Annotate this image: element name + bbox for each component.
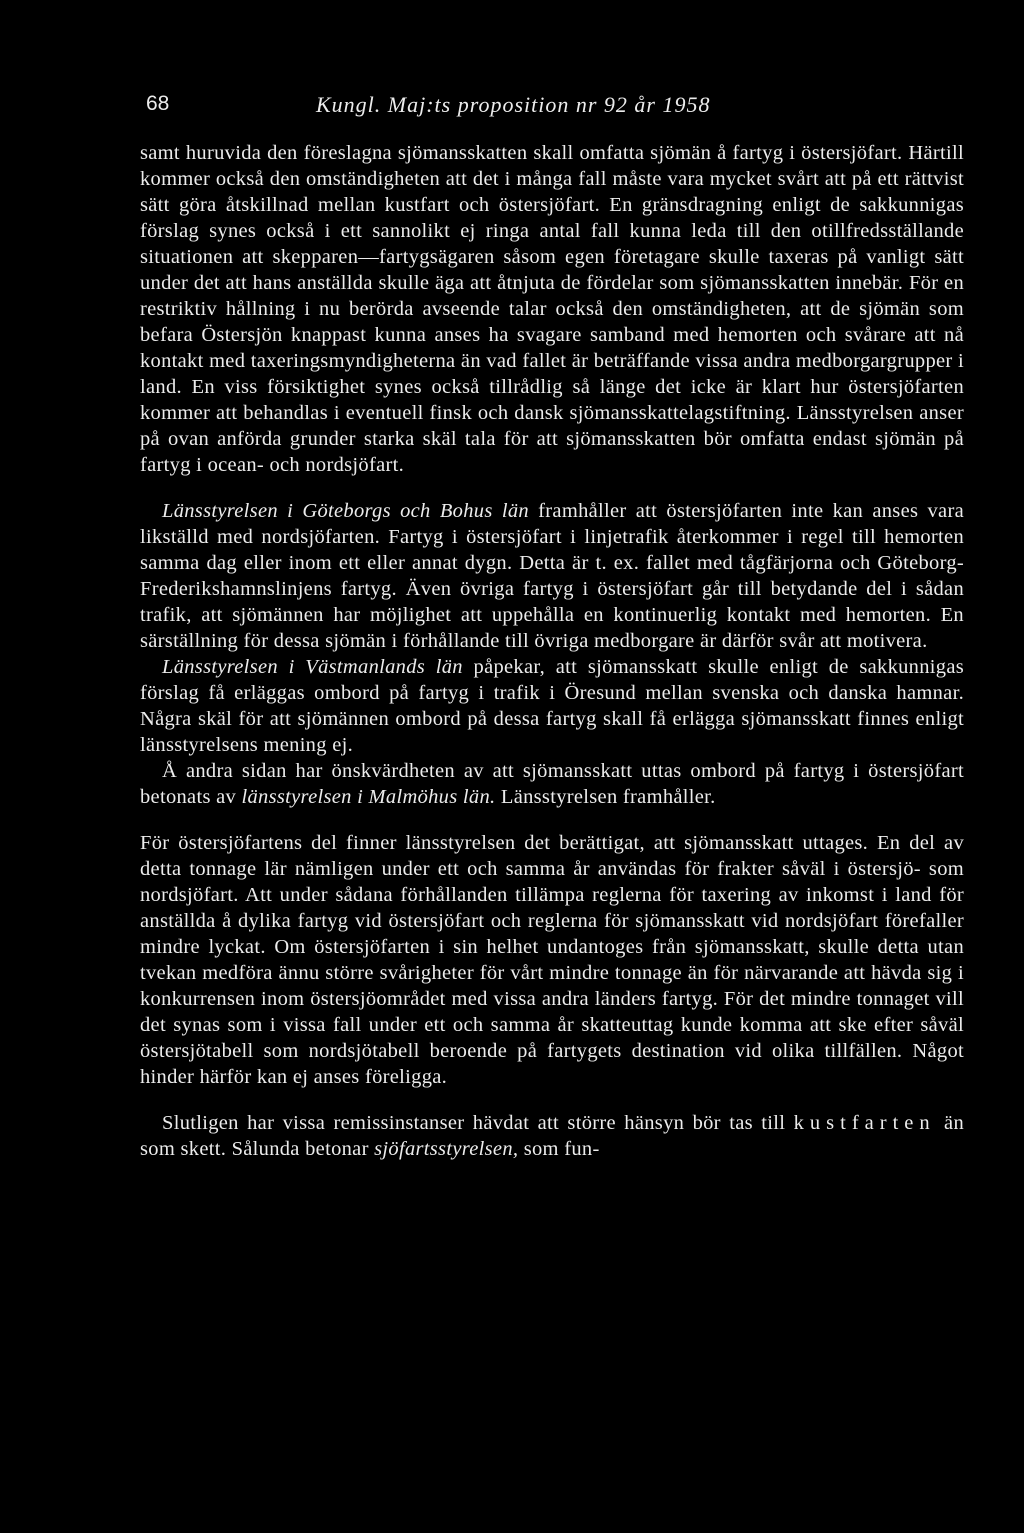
paragraph-1-text: samt huruvida den föreslagna sjömansskatten skall omfatta sjömän å fartyg i östersjöfart. Härtill kommer också den omständigheten att det i många fall måste vara mycket svårt att på ett rättvist sätt göra åtskillnad mellan kustfart och östersjöfart. En gränsdragning enligt de sakkunnigas förslag synes också i ett sannolikt ej ringa antal fall kunna leda till den otillfredsställande situationen att skepparen—fartygsägaren såsom egen företagare skulle taxeras på vanligt sätt under det att hans anställda skulle äga att åtnjuta de fördelar som sjömansskatten innebär. För en restriktiv hållning i nu berörda avseende talar också den omständigheten, att de sjömän som befara Östersjön knappast kunna anses ha svagare samband med hemorten och svårare att nå kontakt med taxeringsmyndigheterna än vad fallet är beträffande vissa andra medborgargrupper i land. En viss försiktighet synes också tillrådlig så länge det icke är klart hur östersjöfarten kommer att behandlas i eventuell finsk och dansk sjömansskattelagstiftning. Länsstyrelsen anser på ovan anförda grunder starka skäl tala för att sjömansskatten bör omfatta endast sjömän på fartyg i ocean- och nordsjöfart. xyxy=(140,142,964,476)
page-header xyxy=(146,88,962,128)
page-number: 68 xyxy=(146,92,170,115)
paragraph-2 xyxy=(140,498,964,654)
paragraph-4 xyxy=(140,758,964,810)
authority-malmohus: länsstyrelsen i Malmöhus län. xyxy=(241,786,496,808)
paragraph-6-mid: än som skett. Sålunda betonar xyxy=(140,1112,964,1160)
paragraph-6 xyxy=(140,1110,964,1162)
quote-text: För östersjöfartens del finner länsstyrelsen det berättigat, att sjömansskatt uttages. En del av detta tonnage lär nämligen under ett och samma år användas för frakter såväl i östersjö- som nordsjöfart. Att under sådana förhållanden tillämpa reglerna för taxering av inkomst i land för anställda å dylika fartyg vid östersjöfart och reglerna för sjömansskatt vid nordsjöfart förefaller mindre lyckat. Om östersjöfarten i sin helhet undantoges från sjömansskatt, skulle detta utan tvekan medföra ännu större svårigheter för vårt mindre tonnage än för närvarande att hävda sig i konkurrensen inom östersjöområdet med vissa andra länders fartyg. För det mindre tonnaget vill det synas som i vissa fall under ett och samma år skatteuttag kunde komma att ske efter såväl östersjötabell som nordsjötabell beroende på fartygets destination vid olika tillfällen. Något hinder härför kan ej anses föreligga. xyxy=(140,832,964,1088)
paragraph-1 xyxy=(140,140,964,478)
spaced-term: kustfarten xyxy=(793,1112,936,1134)
authority-sjofartsstyrelsen: sjöfartsstyrelsen, xyxy=(374,1138,519,1160)
paragraph-3 xyxy=(140,654,964,758)
running-title: Kungl. Maj:ts proposition nr 92 år 1958 xyxy=(316,92,711,117)
authority-vastmanland: Länsstyrelsen i Västmanlands län xyxy=(162,656,463,678)
paragraph-4-text: Länsstyrelsen framhåller. xyxy=(495,786,716,808)
quote-paragraph xyxy=(140,830,964,1090)
body-text xyxy=(140,140,964,1162)
paragraph-6-start: Slutligen har vissa remissinstanser hävdat att större hänsyn bör tas till xyxy=(162,1112,794,1134)
paragraph-4-start: Å andra sidan har önskvärdheten av att sjömansskatt uttas ombord på fartyg i östersjöfart betonats av xyxy=(140,760,964,808)
paragraph-2-text: framhåller att östersjöfarten inte kan anses vara likställd med nordsjöfarten. Fartyg i östersjöfart i linjetrafik återkommer i regel till hemorten samma dag eller inom ett eller annat dygn. Detta är t. ex. fallet med tågfärjorna och Göteborg-Frederikshamnslinjens fartyg. Även övriga fartyg i östersjöfart går till betydande del i sådan trafik, att sjömännen har möjlighet att uppehålla en kontinuerlig kontakt med hemorten. En särställning för dessa sjömän i förhållande till övriga medborgare är därför svår att motivera. xyxy=(140,500,964,652)
authority-goteborg: Länsstyrelsen i Göteborgs och Bohus län xyxy=(162,500,529,522)
paragraph-6-end: som fun- xyxy=(518,1138,600,1160)
paragraph-3-text: påpekar, att sjömansskatt skulle enligt de sakkunnigas förslag få erläggas ombord på fartyg i trafik i Öresund mellan svenska och danska hamnar. Några skäl för att sjömännen ombord på dessa fartyg skall få erlägga sjömansskatt finnes enligt länsstyrelsens mening ej. xyxy=(140,656,964,756)
